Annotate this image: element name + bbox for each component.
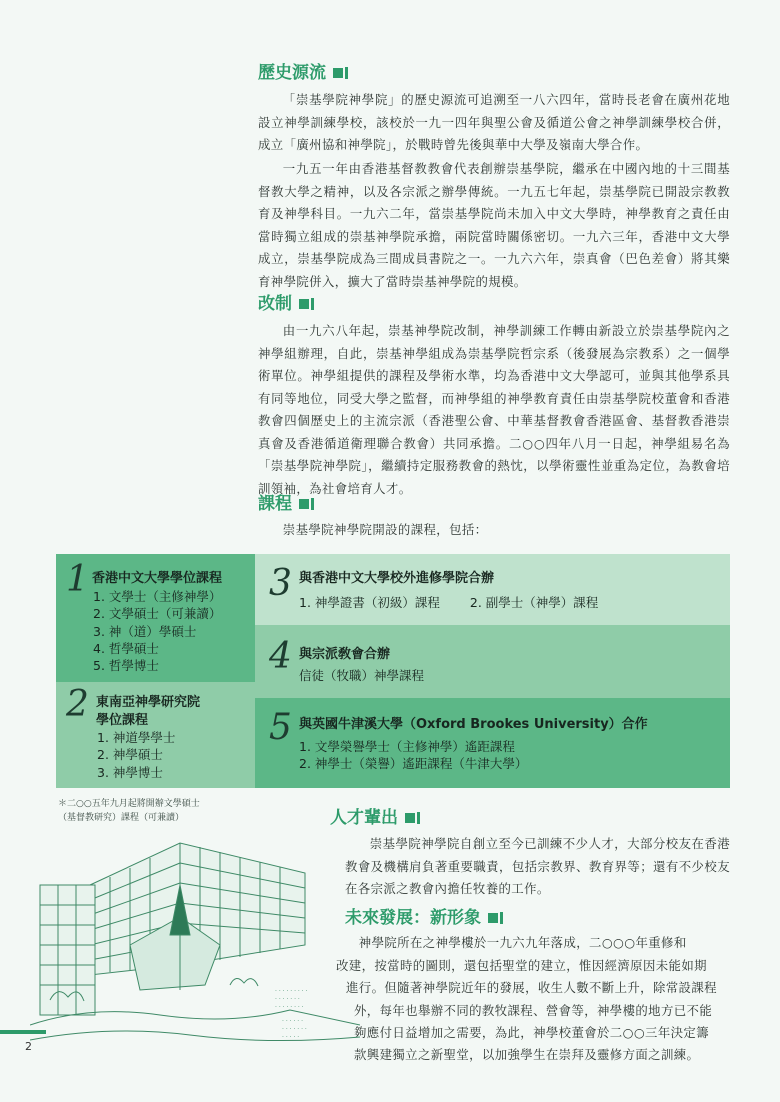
program-box-4 — [255, 625, 730, 698]
future-heading: 未來發展：新形象 — [345, 903, 503, 928]
programs-intro: 崇基學院神學院開設的課程，包括： — [282, 522, 488, 537]
alumni-paragraph: 崇基學院神學院自創立至今已訓練不少人才，大部分校友在香港教會及機構肩負著重要職責，包括宗教界、教育界等；還有不少校友在各宗派之教會內擔任牧養的工作。 — [345, 836, 730, 896]
program-box-2 — [56, 682, 255, 788]
heading-deco-icon — [299, 294, 314, 314]
history-paragraph-1: 「崇基學院神學院」的歷史源流可追溯至一八六四年，當時長老會在廣州花地設立神學訓練學校，該校於一九一四年與聖公會及循道公會之神學訓練學校合併，成立「廣州協和神學院」，於戰時曾先後與華中大學及嶺南大學合作。 — [258, 92, 730, 152]
program-item: 2. 神學碩士 — [97, 747, 163, 763]
svg-text:· · · · · · ·: · · · · · · · — [275, 996, 300, 1003]
program-item: 2. 神學士（榮譽）遙距課程（牛津大學） — [299, 756, 528, 772]
program-title: 與香港中文大學校外進修學院合辦 — [299, 571, 495, 586]
program-box-3 — [255, 554, 730, 625]
program-number: 4 — [269, 636, 292, 677]
program-box-1 — [56, 554, 255, 682]
future-line: 外，每年也舉辦不同的教牧課程、營會等，神學樓的地方已不能 — [354, 1003, 713, 1018]
building-sketch-image — [30, 825, 360, 1060]
program-item: 2. 文學碩士（可兼讀） — [93, 606, 222, 622]
program-item: 3. 神（道）學碩士 — [93, 623, 197, 639]
svg-text:· · · · · · ·: · · · · · · · — [282, 1026, 307, 1033]
heading-deco-icon — [333, 63, 348, 83]
program-title: 與英國牛津溪大學（Oxford Brookes University）合作 — [299, 717, 648, 732]
heading-deco-icon — [488, 908, 503, 928]
history-heading: 歷史源流 — [258, 58, 348, 83]
program-list — [97, 729, 175, 781]
program-title: 東南亞神學研究院 學位課程 — [96, 695, 201, 728]
future-line: 夠應付日益增加之需要，為此，神學校董會於二○○三年決定籌 — [354, 1025, 709, 1040]
program-item: 4. 哲學碩士 — [93, 640, 159, 656]
programs-heading: 課程 — [258, 489, 314, 514]
program-item: 1. 文學榮譽學士（主修神學）遙距課程 — [299, 739, 515, 754]
program-item: 信徒（牧職）神學課程 — [299, 668, 425, 683]
program-list — [299, 738, 527, 773]
program-box-5 — [255, 698, 730, 788]
program-item: 1. 神道學學士 — [97, 730, 176, 745]
program-title: 與宗派敎會合辦 — [299, 647, 391, 662]
future-line: 款興建獨立之新聖堂，以加強學生在崇拜及靈修方面之訓練。 — [354, 1047, 700, 1062]
program-item: 1. 神學證書（初級）課程 2. 副學士（神學）課程 — [299, 595, 599, 610]
heading-deco-icon — [405, 808, 420, 828]
reform-heading: 改制 — [258, 289, 314, 314]
reform-paragraph: 由一九六八年起，崇基神學院改制，神學訓練工作轉由新設立於崇基學院內之神學組辦理，自此，崇基神學組成為崇基學院哲宗系（後發展為宗教系）之一個學術單位。神學組提供的課程及學術水準，均為香港中文大學認可，並與其他學系具有同等地位，同受大學之監督，而神學組的神學教育責任由崇基學院校董會和香港教會四個歷史上的主流宗派（香港聖公會、中華基督教會香港區會、基督教香港崇真會及香港循道衛理聯合教會）共同承擔。二○○四年八月一日起，神學組易名為「崇基學院神學院」，繼續持定服務教會的熱忱，以學術靈性並重為定位，為教會培訓領袖，為社會培育人才。 — [258, 323, 730, 496]
page-number: 2 — [25, 1040, 32, 1053]
page-corner-bar — [0, 1030, 46, 1034]
future-line: 神學院所在之神學樓於一九六九年落成，二○○○年重修和 — [358, 935, 687, 950]
svg-text:· · · · · · · ·: · · · · · · · · — [275, 1004, 304, 1011]
program-item: 1. 文學士（主修神學） — [93, 589, 222, 604]
program-item: 3. 神學博士 — [97, 764, 163, 780]
program-title: 香港中文大學學位課程 — [92, 571, 223, 586]
program-number: 3 — [269, 563, 292, 604]
history-paragraph-2: 一九五一年由香港基督教教會代表創辦崇基學院，繼承在中國內地的十三間基督教大學之精神，以及各宗派之辦學傳統。一九五七年起，崇基學院已開設宗教教育及神學科目。一九六二年，當崇基學院尚未加入中文大學時，神學教育之責任由當時獨立組成的崇基神學院承擔，兩院當時關係密切。一九六三年，香港中文大學成立，崇基學院成為三間成員書院之一。一九六六年，崇真會（巴色差會）將其樂育神學院併入，擴大了當時崇基神學院的規模。 — [258, 161, 730, 289]
program-number: 2 — [66, 684, 89, 725]
program-list — [299, 594, 598, 611]
svg-text:· · · · ·: · · · · · — [282, 1034, 300, 1041]
future-line: 改建，按當時的圖則，還包括聖堂的建立，惟因經濟原因未能如期 — [336, 958, 707, 973]
svg-text:· · · · · · · · ·: · · · · · · · · · — [275, 988, 308, 995]
program-number: 5 — [269, 707, 292, 748]
footnote: ＊二○○五年九月起將開辦文學碩士 （基督教研究）課程（可兼讀） — [58, 799, 200, 823]
svg-text:· · · · · ·: · · · · · · — [282, 1018, 303, 1025]
future-line: 進行。但隨著神學院近年的發展，收生人數不斷上升，除常設課程 — [346, 980, 717, 995]
heading-deco-icon — [299, 494, 314, 514]
program-list — [299, 667, 424, 684]
program-item: 5. 哲學博士 — [93, 658, 159, 674]
program-number: 1 — [66, 559, 89, 600]
alumni-heading: 人才輩出 — [330, 803, 420, 828]
program-list — [93, 588, 221, 674]
